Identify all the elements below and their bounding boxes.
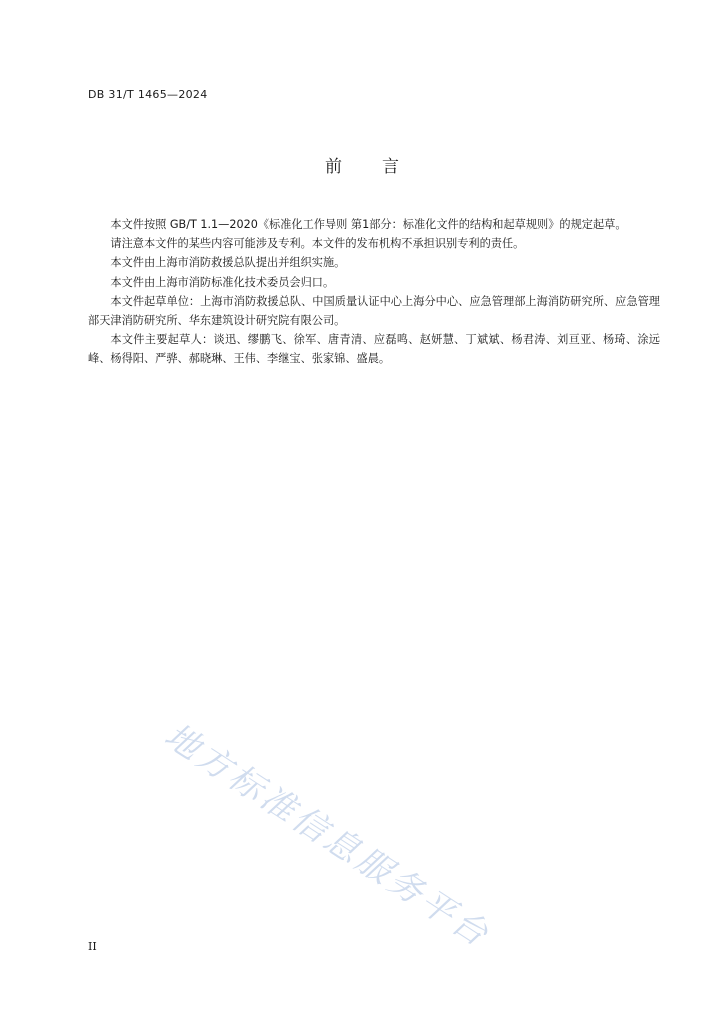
paragraph-committee: 本文件由上海市消防标准化技术委员会归口。: [110, 275, 335, 289]
document-code: DB 31/T 1465—2024: [88, 88, 208, 101]
watermark: 地方标准信息服务平台: [157, 715, 498, 957]
page-number: II: [88, 940, 97, 953]
paragraph-proposer: 本文件由上海市消防救援总队提出并组织实施。: [110, 256, 346, 270]
title-char-1: 前: [325, 157, 342, 177]
paragraph-drafting-basis: 本文件按照 GB/T 1.1—2020《标准化工作导则 第1部分：标准化文件的结构和起草规则》的规定起草。: [110, 218, 627, 231]
paragraph-drafters: 本文件主要起草人：谈迅、缪鹏飞、徐军、唐青清、应磊鸣、赵妍慧、丁斌斌、杨君涛、刘亘亚、杨琦、涂远峰、杨得阳、严骅、郝晓琳、王伟、李继宝、张家锦、盛晨。: [88, 333, 660, 366]
title-char-2: 言: [382, 157, 399, 177]
page-title: [0, 152, 724, 177]
foreword-body: [88, 215, 660, 369]
paragraph-patent-notice: 请注意本文件的某些内容可能涉及专利。本文件的发布机构不承担识别专利的责任。: [110, 237, 525, 251]
paragraph-drafting-units: 本文件起草单位：上海市消防救援总队、中国质量认证中心上海分中心、应急管理部上海消防研究所、应急管理部天津消防研究所、华东建筑设计研究院有限公司。: [88, 294, 660, 328]
